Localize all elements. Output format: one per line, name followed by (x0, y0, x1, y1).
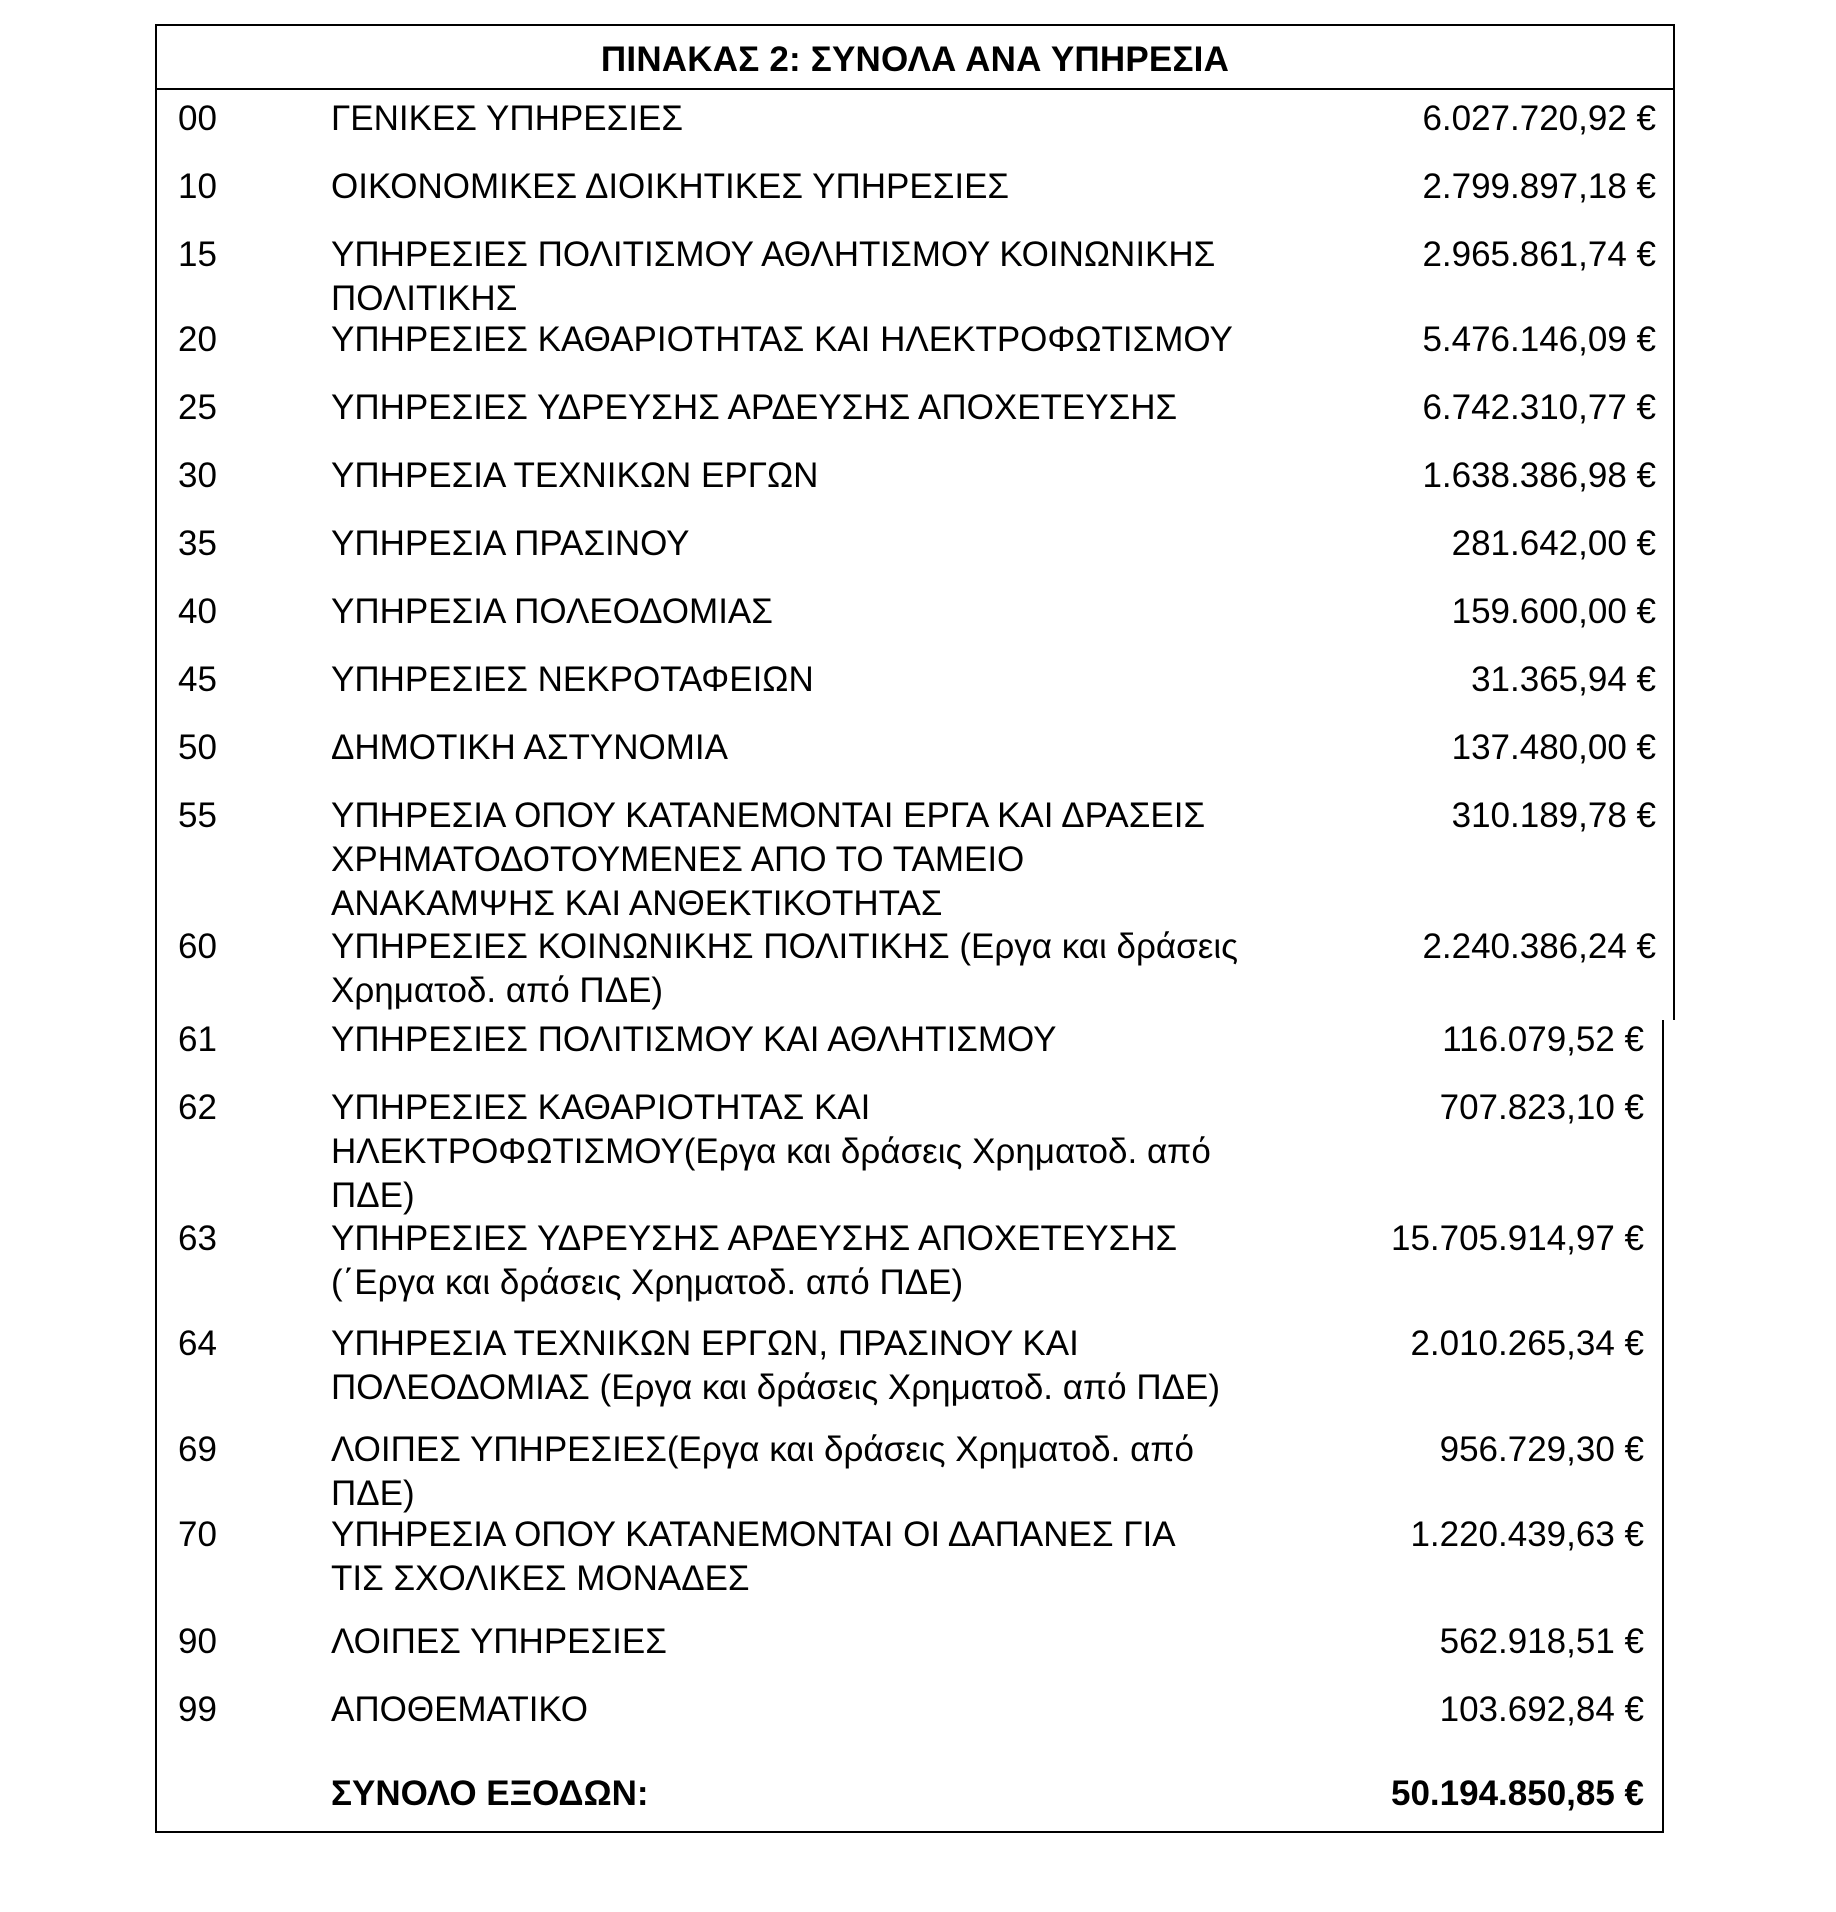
row-code: 62 (178, 1088, 217, 1127)
row-amount: 562.918,51 € (1439, 1622, 1644, 1661)
table-border-right-lower (1662, 1020, 1664, 1832)
row-code: 50 (178, 728, 217, 767)
row-code: 35 (178, 524, 217, 563)
row-description: ΥΠΗΡΕΣΙΕΣ ΝΕΚΡΟΤΑΦΕΙΩΝ (331, 660, 814, 699)
row-description: ΥΠΗΡΕΣΙΕΣ ΚΑΘΑΡΙΟΤΗΤΑΣ ΚΑΙ ΗΛΕΚΤΡΟΦΩΤΙΣΜΟΥ(Εργα και δράσεις Χρηματοδ. από ΠΔΕ) (331, 1088, 1211, 1215)
row-code: 25 (178, 388, 217, 427)
row-amount: 956.729,30 € (1439, 1430, 1644, 1469)
row-code: 30 (178, 456, 217, 495)
row-description: ΥΠΗΡΕΣΙΕΣ ΥΔΡΕΥΣΗΣ ΑΡΔΕΥΣΗΣ ΑΠΟΧΕΤΕΥΣΗΣ (΄Εργα και δράσεις Χρηματοδ. από ΠΔΕ) (331, 1219, 1178, 1302)
row-amount: 103.692,84 € (1439, 1690, 1644, 1729)
table-title-box (155, 24, 1675, 90)
row-amount: 2.240.386,24 € (1422, 927, 1656, 966)
row-amount: 310.189,78 € (1451, 796, 1656, 835)
table-border-right-upper (1673, 90, 1675, 1020)
row-description: ΥΠΗΡΕΣΙΑ ΟΠΟΥ ΚΑΤΑΝΕΜΟΝΤΑΙ ΕΡΓΑ ΚΑΙ ΔΡΑΣΕΙΣ ΧΡΗΜΑΤΟΔΟΤΟΥΜΕΝΕΣ ΑΠΟ ΤΟ ΤΑΜΕΙΟ ΑΝΑΚΑΜΨΗΣ ΚΑΙ ΑΝΘΕΚΤΙΚΟΤΗΤΑΣ (331, 796, 1206, 923)
row-amount: 5.476.146,09 € (1422, 320, 1656, 359)
row-code: 61 (178, 1020, 217, 1059)
row-amount: 159.600,00 € (1451, 592, 1656, 631)
row-description: ΛΟΙΠΕΣ ΥΠΗΡΕΣΙΕΣ (331, 1622, 667, 1661)
row-description: ΥΠΗΡΕΣΙΕΣ ΥΔΡΕΥΣΗΣ ΑΡΔΕΥΣΗΣ ΑΠΟΧΕΤΕΥΣΗΣ (331, 388, 1178, 427)
row-description: ΛΟΙΠΕΣ ΥΠΗΡΕΣΙΕΣ(Εργα και δράσεις Χρηματοδ. από ΠΔΕ) (331, 1430, 1194, 1513)
table-border-left-upper (155, 90, 157, 1020)
row-code: 99 (178, 1690, 217, 1729)
row-code: 55 (178, 796, 217, 835)
row-amount: 281.642,00 € (1451, 524, 1656, 563)
row-description: ΟΙΚΟΝΟΜΙΚΕΣ ΔΙΟΙΚΗΤΙΚΕΣ ΥΠΗΡΕΣΙΕΣ (331, 167, 1010, 206)
total-amount: 50.194.850,85 € (1390, 1774, 1644, 1813)
row-code: 69 (178, 1430, 217, 1469)
row-amount: 2.010.265,34 € (1410, 1324, 1644, 1363)
row-amount: 6.027.720,92 € (1422, 99, 1656, 138)
row-amount: 31.365,94 € (1471, 660, 1656, 699)
row-description: ΥΠΗΡΕΣΙΑ ΤΕΧΝΙΚΩΝ ΕΡΓΩΝ, ΠΡΑΣΙΝΟΥ ΚΑΙ ΠΟΛΕΟΔΟΜΙΑΣ (Εργα και δράσεις Χρηματοδ. από ΠΔΕ) (331, 1324, 1220, 1407)
row-amount: 707.823,10 € (1439, 1088, 1644, 1127)
row-code: 10 (178, 167, 217, 206)
row-description: ΥΠΗΡΕΣΙΑ ΟΠΟΥ ΚΑΤΑΝΕΜΟΝΤΑΙ ΟΙ ΔΑΠΑΝΕΣ ΓΙΑ ΤΙΣ ΣΧΟΛΙΚΕΣ ΜΟΝΑΔΕΣ (331, 1515, 1176, 1598)
row-amount: 2.799.897,18 € (1422, 167, 1656, 206)
row-description: ΑΠΟΘΕΜΑΤΙΚΟ (331, 1690, 588, 1729)
row-code: 90 (178, 1622, 217, 1661)
row-code: 60 (178, 927, 217, 966)
row-amount: 137.480,00 € (1451, 728, 1656, 767)
row-amount: 2.965.861,74 € (1422, 235, 1656, 274)
row-code: 70 (178, 1515, 217, 1554)
row-code: 20 (178, 320, 217, 359)
row-description: ΓΕΝΙΚΕΣ ΥΠΗΡΕΣΙΕΣ (331, 99, 683, 138)
row-description: ΥΠΗΡΕΣΙΑ ΠΟΛΕΟΔΟΜΙΑΣ (331, 592, 773, 631)
table-title: ΠΙΝΑΚΑΣ 2: ΣΥΝΟΛΑ ΑΝΑ ΥΠΗΡΕΣΙΑ (600, 40, 1230, 79)
row-description: ΥΠΗΡΕΣΙΕΣ ΚΑΘΑΡΙΟΤΗΤΑΣ ΚΑΙ ΗΛΕΚΤΡΟΦΩΤΙΣΜΟΥ (331, 320, 1233, 359)
row-description: ΥΠΗΡΕΣΙΕΣ ΠΟΛΙΤΙΣΜΟΥ ΚΑΙ ΑΘΛΗΤΙΣΜΟΥ (331, 1020, 1057, 1059)
row-code: 00 (178, 99, 217, 138)
table-border-left-lower (155, 1020, 157, 1832)
row-description: ΥΠΗΡΕΣΙΑ ΤΕΧΝΙΚΩΝ ΕΡΓΩΝ (331, 456, 819, 495)
row-amount: 1.220.439,63 € (1410, 1515, 1644, 1554)
row-amount: 116.079,52 € (1442, 1020, 1644, 1059)
row-amount: 1.638.386,98 € (1422, 456, 1656, 495)
row-description: ΥΠΗΡΕΣΙΑ ΠΡΑΣΙΝΟΥ (331, 524, 690, 563)
row-description: ΔΗΜΟΤΙΚΗ ΑΣΤΥΝΟΜΙΑ (331, 728, 728, 767)
row-amount: 15.705.914,97 € (1390, 1219, 1644, 1258)
row-code: 63 (178, 1219, 217, 1258)
row-code: 64 (178, 1324, 217, 1363)
row-description: ΥΠΗΡΕΣΙΕΣ ΚΟΙΝΩΝΙΚΗΣ ΠΟΛΙΤΙΚΗΣ (Εργα και δράσεις Χρηματοδ. από ΠΔΕ) (331, 927, 1238, 1010)
row-code: 45 (178, 660, 217, 699)
total-label: ΣΥΝΟΛΟ ΕΞΟΔΩΝ: (331, 1774, 649, 1813)
row-description: ΥΠΗΡΕΣΙΕΣ ΠΟΛΙΤΙΣΜΟΥ ΑΘΛΗΤΙΣΜΟΥ ΚΟΙΝΩΝΙΚΗΣ ΠΟΛΙΤΙΚΗΣ (331, 235, 1216, 318)
row-code: 40 (178, 592, 217, 631)
row-code: 15 (178, 235, 217, 274)
row-amount: 6.742.310,77 € (1422, 388, 1656, 427)
table-border-bottom (155, 1831, 1664, 1833)
